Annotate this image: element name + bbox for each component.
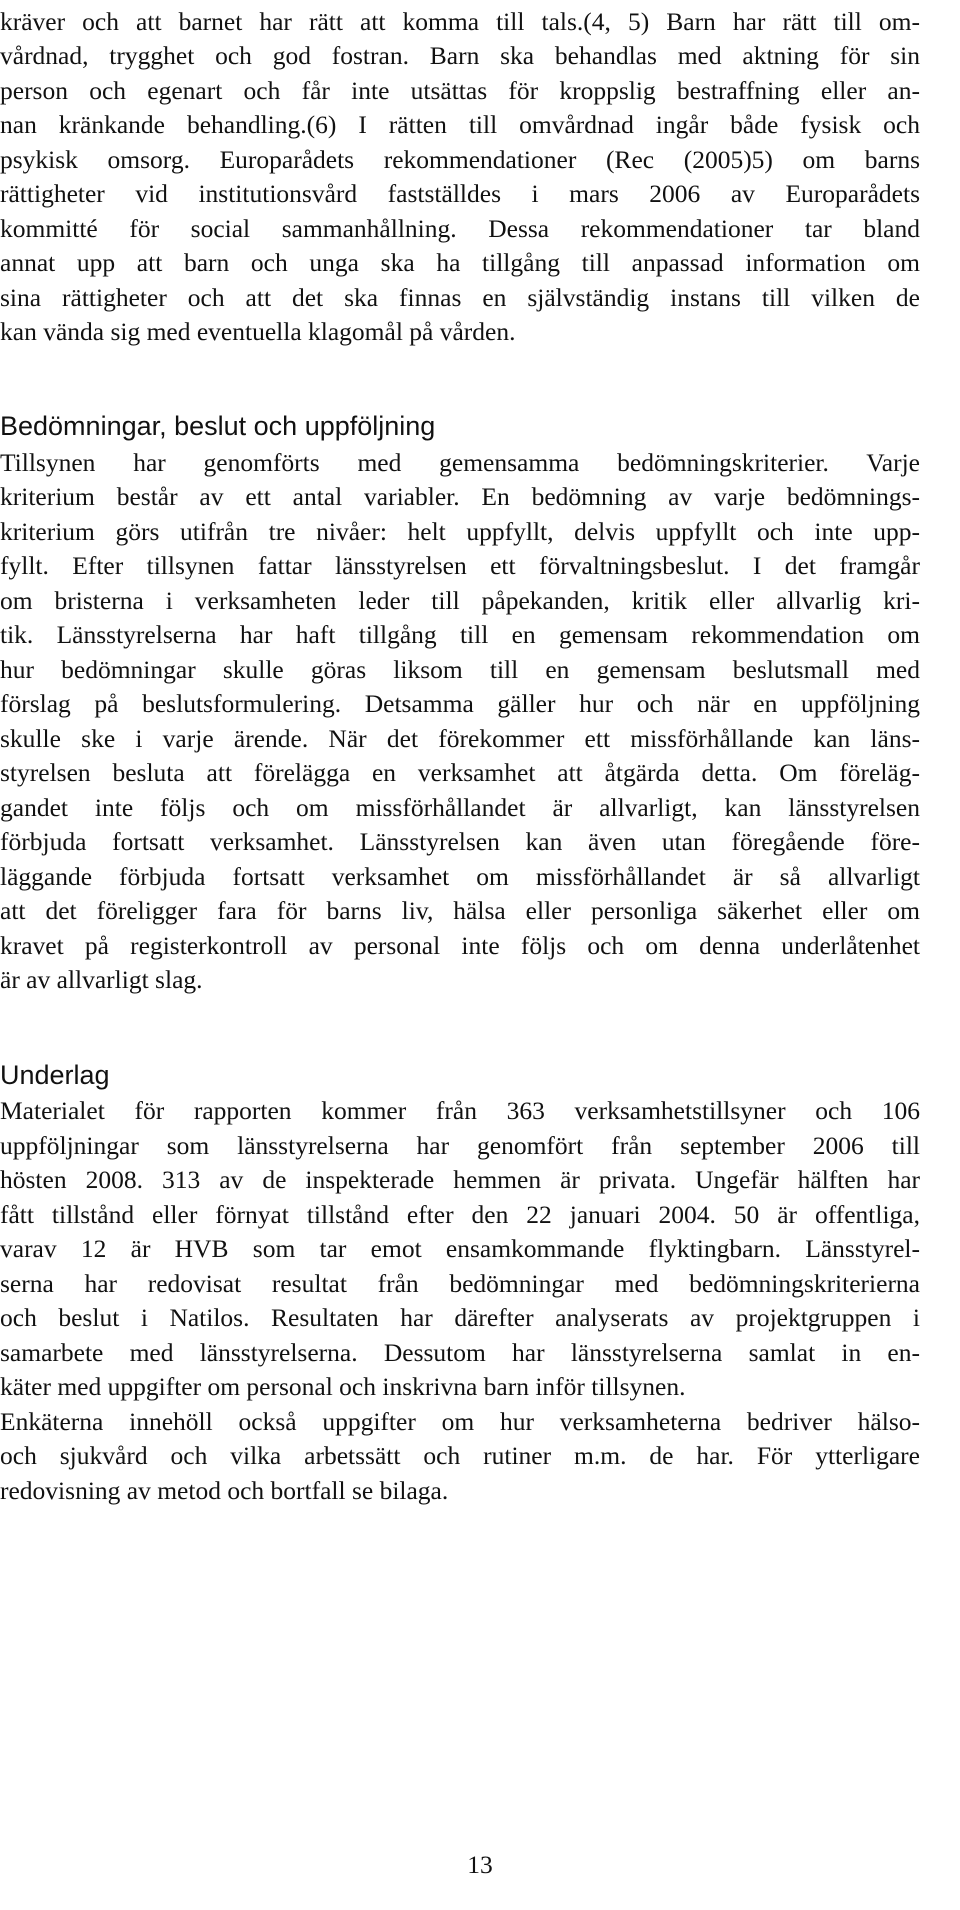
text-line: redovisning av metod och bortfall se bilaga. (0, 1476, 449, 1505)
text-line: att det föreligger fara för barns liv, hälsa eller personliga säkerhet eller om (0, 896, 920, 925)
text-line: vårdnad, trygghet och god fostran. Barn ska behandlas med aktning för sin (0, 41, 920, 70)
text-line: gandet inte följs och om missförhållandet är allvarligt, kan länsstyrelsen (0, 793, 920, 822)
text-line: skulle ske i varje ärende. När det förekommer ett missförhållande kan läns- (0, 724, 920, 753)
text-line: annat upp att barn och unga ska ha tillgång till anpassad information om (0, 248, 920, 277)
text-line: varav 12 är HVB som tar emot ensamkommande flyktingbarn. Länsstyrel- (0, 1234, 920, 1263)
text-line: sina rättigheter och att det ska finnas en självständig instans till vilken de (0, 283, 920, 312)
text-line: Enkäterna innehöll också uppgifter om hur verksamheterna bedriver hälso- (0, 1407, 920, 1436)
text-line: kravet på registerkontroll av personal inte följs och om denna underlåtenhet (0, 931, 920, 960)
text-line: förslag på beslutsformulering. Detsamma gäller hur och när en uppföljning (0, 689, 920, 718)
text-line: psykisk omsorg. Europarådets rekommendationer (Rec (2005)5) om barns (0, 145, 920, 174)
section-heading: Underlag (0, 1060, 110, 1090)
text-line: styrelsen besluta att förelägga en verksamhet att åtgärda detta. Om föreläg- (0, 758, 920, 787)
text-line: om bristerna i verksamheten leder till påpekanden, kritik eller allvarlig kri- (0, 586, 920, 615)
text-line: kräver och att barnet har rätt att komma till tals.(4, 5) Barn har rätt till om- (0, 7, 920, 36)
text-line: förbjuda fortsatt verksamhet. Länsstyrelsen kan även utan föregående före- (0, 827, 920, 856)
text-line: och sjukvård och vilka arbetssätt och rutiner m.m. de har. För ytterligare (0, 1441, 920, 1470)
text-line: läggande förbjuda fortsatt verksamhet om missförhållandet är så allvarligt (0, 862, 920, 891)
text-line: kommitté för social sammanhållning. Dessa rekommendationer tar bland (0, 214, 920, 243)
text-line: samarbete med länsstyrelserna. Dessutom har länsstyrelserna samlat in en- (0, 1338, 920, 1367)
text-line: kriterium görs utifrån tre nivåer: helt uppfyllt, delvis uppfyllt och inte upp- (0, 517, 920, 546)
text-line: Tillsynen har genomförts med gemensamma bedömningskriterier. Varje (0, 448, 920, 477)
text-line: rättigheter vid institutionsvård fastställdes i mars 2006 av Europarådets (0, 179, 920, 208)
text-line: fyllt. Efter tillsynen fattar länsstyrelsen ett förvaltningsbeslut. I det framgår (0, 551, 920, 580)
text-line: är av allvarligt slag. (0, 965, 203, 994)
text-line: käter med uppgifter om personal och inskrivna barn inför tillsynen. (0, 1372, 686, 1401)
text-line: kriterium består av ett antal variabler. En bedömning av varje bedömnings- (0, 482, 920, 511)
text-line: nan kränkande behandling.(6) I rätten till omvårdnad ingår både fysisk och (0, 110, 920, 139)
text-line: Materialet för rapporten kommer från 363 verksamhetstillsyner och 106 (0, 1096, 920, 1125)
text-line: kan vända sig med eventuella klagomål på vården. (0, 317, 516, 346)
text-line: fått tillstånd eller förnyat tillstånd efter den 22 januari 2004. 50 är offentliga, (0, 1200, 920, 1229)
page-number: 13 (467, 1850, 493, 1879)
text-line: person och egenart och får inte utsättas för kroppslig bestraffning eller an- (0, 76, 920, 105)
section-heading: Bedömningar, beslut och uppföljning (0, 411, 436, 441)
text-line: hur bedömningar skulle göras liksom till en gemensam beslutsmall med (0, 655, 920, 684)
text-line: hösten 2008. 313 av de inspekterade hemmen är privata. Ungefär hälften har (0, 1165, 920, 1194)
text-line: och beslut i Natilos. Resultaten har därefter analyserats av projektgruppen i (0, 1303, 920, 1332)
text-line: uppföljningar som länsstyrelserna har genomfört från september 2006 till (0, 1131, 920, 1160)
text-line: serna har redovisat resultat från bedömningar med bedömningskriterierna (0, 1269, 920, 1298)
text-line: tik. Länsstyrelserna har haft tillgång till en gemensam rekommendation om (0, 620, 920, 649)
